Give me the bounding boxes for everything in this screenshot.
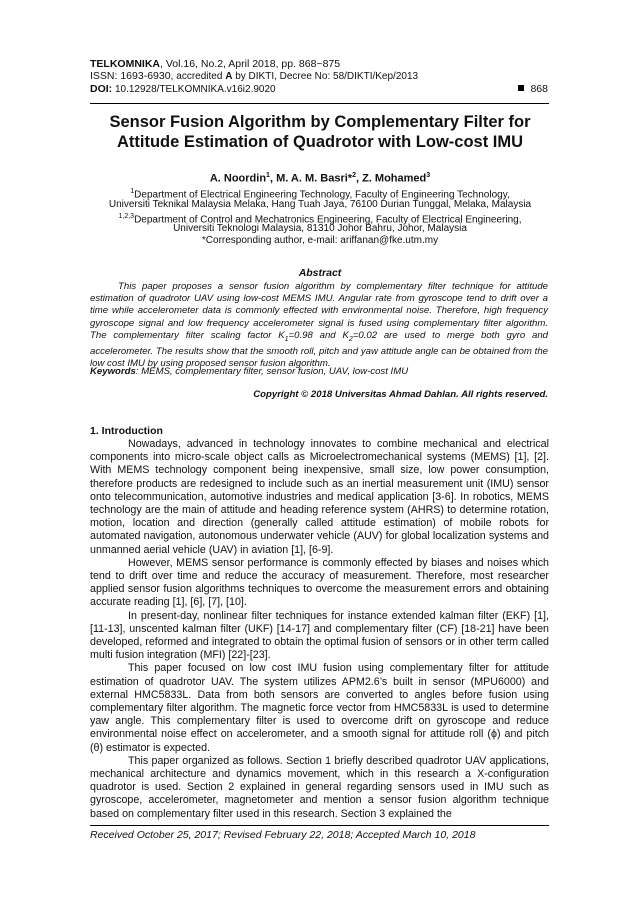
section-heading: 1. Introduction [90,425,163,437]
affiliation-2: $^{1,2,3}$Department of Control and Mechatronics Engineering, Faculty of Electrical Engineering, [118,213,522,226]
accreditation-text: accredited [173,71,226,82]
received-dates: Received October 25, 2017; Revised February 22, 2018; Accepted March 10, 2018 [90,829,476,841]
paragraph: Nowadays, advanced in technology innovates to combine mechanical and electrical components into micro-scale object calls as Microelectromechanical systems (MEMS) [1], [2]. With MEMS technology component being inexpensive, small size, low power consumption, therefore products are redesigned to include such as an inertial measurement unit (IMU) sensor onto telecommunication, automotive industries and medical application [3-6]. In robotics, MEMS technology are the main of attitude and heading reference system (AHRS) to determine rotation, motion, location and direction (generally called attitude estimation) of mobile robots for automated navigation, autonomous underwater vehicle (AUV) for global localization systems and unmanned aerial vehicle (UAV) in aviation [1], [6-9]. [90,438,549,556]
page-number: 868 [518,83,548,95]
abstract-heading: Abstract [298,267,342,279]
header-divider [90,103,549,104]
paper-title [70,112,570,152]
author-list: A. Noordin$^1$, M. A. M. Basri*$^2$, Z. Mohamed$^3$ [209,172,431,185]
square-bullet-icon [518,85,524,91]
footer-divider [90,825,549,826]
copyright-notice: Copyright © 2018 Universitas Ahmad Dahlan. All rights reserved. [253,389,548,400]
title-line-1: Sensor Fusion Algorithm by Complementary Filter for [109,113,531,131]
affiliation-1-address: Universiti Teknikal Malaysia Melaka, Hang Tuah Jaya, 76100 Durian Tunggal, Melaka, Malaysia [108,199,532,210]
author-1: A. Noordin [209,172,267,185]
affiliation-1: $^1$Department of Electrical Engineering Technology, Faculty of Engineering Technology, [130,188,510,201]
author-2: , M. A. M. Basri* [269,172,353,185]
paragraph: This paper focused on low cost IMU fusion using complementary filter for attitude estimation of quadrotor UAV. The system utilizes APM2.6’s built in sensor (MPU6000) and external HMC5833L. Data from both sensors are converted to angles before fusion using complementary filter algorithm. The magnetic force vector from HMC5833L is used to determine yaw angle. This complementary filter is used to overcome drift on gyroscope and reduce environmental noise effect on accelerometer, and a smooth signal for attitude roll (ϕ) and pitch (θ) estimator is expected. [90,662,549,754]
journal-citation [90,58,548,70]
doi-label: DOI: [90,83,113,95]
journal-volume: , Vol.16, No.2, April 2018, pp. 868~875 [160,58,341,70]
journal-name: TELKOMNIKA [90,58,160,70]
abstract-text: This paper proposes a sensor fusion algorithm by complementary filter technique for attitude estimation of quadrotor UAV using low-cost MEMS IMU. Angular rate from gyroscope tend to drift over a time while accelerometer data is commonly effected with environmental noise. Therefore, high frequency gyroscope signal and low frequency accelerometer signal is fused using complementary filter algorithm. The complementary filter scaling factor $K_1=0.98$ and $K_2=0.02$ are used to merge both gyro and accelerometer. The results show that the smooth roll, pitch and yaw attitude angle can be obtained from the low cost IMU by using proposed sensor fusion algorithm. [90,281,548,370]
keywords-label: Keywords [90,366,136,377]
accreditation-grade: A [225,71,233,82]
paragraph: In present-day, nonlinear filter techniques for instance extended kalman filter (EKF) [1], [11-13], unscented kalman filter (UKF) [14-17] and complementary filter (CF) [18-21] have been developed, reformed and integrated to obtain the optimal fusion of sensors or in other term called multi fusion integration (MFI) [22]-[23]. [90,609,549,662]
keywords-list: : MEMS, complementary filter, sensor fusion, UAV, low-cost IMU [135,366,409,377]
issn-line [90,70,548,83]
corresponding-author: *Corresponding author, e-mail: ariffanan@fke.utm.my [201,235,439,246]
decree-text: by DIKTI, Decree No: 58/DIKTI/Kep/2013 [232,71,419,82]
running-header [90,58,548,96]
title-line-2: Attitude Estimation of Quadrotor with Low-cost IMU [116,133,524,151]
doi-link[interactable]: 10.12928/TELKOMNIKA.v16i2.9020 [112,84,276,95]
affiliation-2-address: Universiti Teknologi Malaysia, 81310 Johor Bahru, Johor, Malaysia [173,223,467,234]
keywords [90,366,548,377]
author-3: , Z. Mohamed [355,172,427,185]
section-body [90,438,549,821]
paragraph: However, MEMS sensor performance is commonly effected by biases and noises which tend to drift over time and reduce the accuracy of measurement. Therefore, most researcher applied sensor fusion algorithms techniques to overcome the measurement errors and obtaining accurate reading [1], [6], [7], [10]. [90,556,549,609]
paragraph: This paper organized as follows. Section 1 briefly described quadrotor UAV applications, mechanical architecture and dynamics movement, which in this research a X-configuration quadrotor is used. Section 2 explained in general regarding sensors used in IMU such as gyroscope, accelerometer, magnetometer and mention a sensor fusion algorithm technique based on complementary filter used in this research. Section 3 explained the [90,754,549,820]
issn: ISSN: 1693-6930, [90,70,174,82]
doi-line [90,83,548,96]
